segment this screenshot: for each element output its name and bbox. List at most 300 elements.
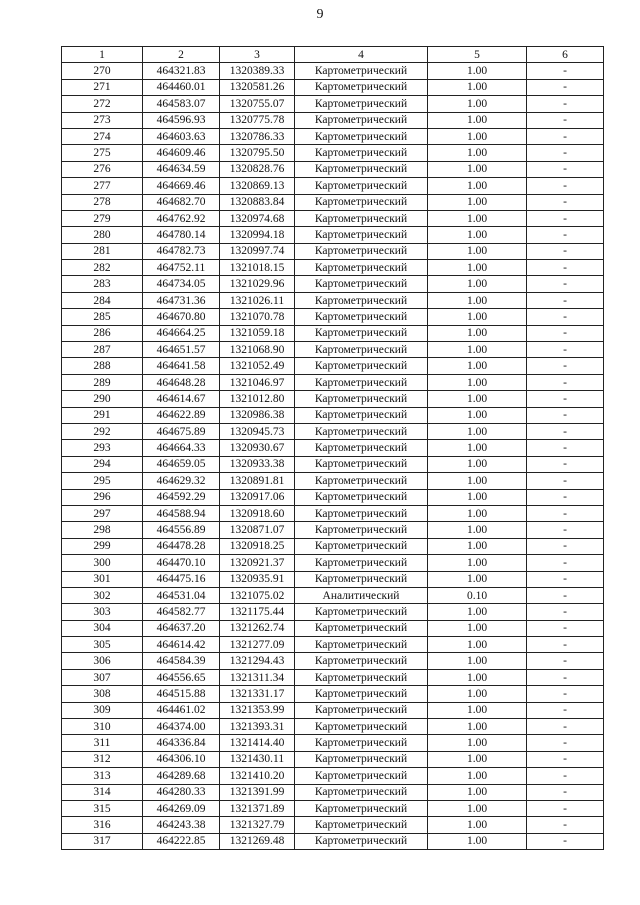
- note-cell: -: [527, 440, 604, 456]
- point-number-cell: 312: [62, 751, 143, 767]
- column-header: 4: [295, 47, 428, 63]
- x-coordinate-cell: 464629.32: [143, 473, 220, 489]
- method-cell: Картометрический: [295, 555, 428, 571]
- x-coordinate-cell: 464470.10: [143, 555, 220, 571]
- x-coordinate-cell: 464478.28: [143, 538, 220, 554]
- note-cell: -: [527, 456, 604, 472]
- x-coordinate-cell: 464634.59: [143, 161, 220, 177]
- point-number-cell: 304: [62, 620, 143, 636]
- point-number-cell: 305: [62, 637, 143, 653]
- table-row: [62, 178, 604, 194]
- method-cell: Картометрический: [295, 243, 428, 259]
- method-cell: Картометрический: [295, 768, 428, 784]
- note-cell: -: [527, 735, 604, 751]
- note-cell: -: [527, 276, 604, 292]
- note-cell: -: [527, 473, 604, 489]
- table-row: [62, 325, 604, 341]
- point-number-cell: 290: [62, 391, 143, 407]
- accuracy-cell: 1.00: [428, 178, 527, 194]
- x-coordinate-cell: 464461.02: [143, 702, 220, 718]
- method-cell: Картометрический: [295, 423, 428, 439]
- note-cell: -: [527, 194, 604, 210]
- accuracy-cell: 1.00: [428, 817, 527, 833]
- y-coordinate-cell: 1321391.99: [220, 784, 295, 800]
- table-row: [62, 161, 604, 177]
- note-cell: -: [527, 342, 604, 358]
- table-row: [62, 505, 604, 521]
- note-cell: -: [527, 309, 604, 325]
- x-coordinate-cell: 464556.89: [143, 522, 220, 538]
- table-row: [62, 210, 604, 226]
- table-row: [62, 358, 604, 374]
- point-number-cell: 297: [62, 505, 143, 521]
- x-coordinate-cell: 464641.58: [143, 358, 220, 374]
- point-number-cell: 316: [62, 817, 143, 833]
- note-cell: -: [527, 505, 604, 521]
- x-coordinate-cell: 464762.92: [143, 210, 220, 226]
- note-cell: -: [527, 325, 604, 341]
- point-number-cell: 273: [62, 112, 143, 128]
- y-coordinate-cell: 1320945.73: [220, 423, 295, 439]
- x-coordinate-cell: 464336.84: [143, 735, 220, 751]
- accuracy-cell: 1.00: [428, 342, 527, 358]
- point-number-cell: 306: [62, 653, 143, 669]
- note-cell: -: [527, 833, 604, 849]
- note-cell: -: [527, 374, 604, 390]
- method-cell: Картометрический: [295, 505, 428, 521]
- method-cell: Картометрический: [295, 227, 428, 243]
- method-cell: Картометрический: [295, 374, 428, 390]
- note-cell: -: [527, 227, 604, 243]
- table-header: [62, 47, 604, 63]
- method-cell: Картометрический: [295, 669, 428, 685]
- method-cell: Картометрический: [295, 358, 428, 374]
- method-cell: Картометрический: [295, 538, 428, 554]
- accuracy-cell: 1.00: [428, 374, 527, 390]
- y-coordinate-cell: 1321262.74: [220, 620, 295, 636]
- y-coordinate-cell: 1320921.37: [220, 555, 295, 571]
- accuracy-cell: 1.00: [428, 768, 527, 784]
- method-cell: Картометрический: [295, 800, 428, 816]
- accuracy-cell: 1.00: [428, 194, 527, 210]
- method-cell: Картометрический: [295, 325, 428, 341]
- note-cell: -: [527, 719, 604, 735]
- accuracy-cell: 1.00: [428, 604, 527, 620]
- y-coordinate-cell: 1320871.07: [220, 522, 295, 538]
- note-cell: -: [527, 210, 604, 226]
- x-coordinate-cell: 464289.68: [143, 768, 220, 784]
- point-number-cell: 293: [62, 440, 143, 456]
- table-row: [62, 79, 604, 95]
- y-coordinate-cell: 1320997.74: [220, 243, 295, 259]
- y-coordinate-cell: 1321353.99: [220, 702, 295, 718]
- x-coordinate-cell: 464664.25: [143, 325, 220, 341]
- method-cell: Картометрический: [295, 342, 428, 358]
- point-number-cell: 282: [62, 260, 143, 276]
- point-number-cell: 315: [62, 800, 143, 816]
- accuracy-cell: 1.00: [428, 833, 527, 849]
- note-cell: -: [527, 702, 604, 718]
- x-coordinate-cell: 464614.67: [143, 391, 220, 407]
- y-coordinate-cell: 1320917.06: [220, 489, 295, 505]
- x-coordinate-cell: 464222.85: [143, 833, 220, 849]
- table-row: [62, 292, 604, 308]
- point-number-cell: 286: [62, 325, 143, 341]
- accuracy-cell: 1.00: [428, 210, 527, 226]
- method-cell: Картометрический: [295, 620, 428, 636]
- x-coordinate-cell: 464670.80: [143, 309, 220, 325]
- y-coordinate-cell: 1320930.67: [220, 440, 295, 456]
- x-coordinate-cell: 464588.94: [143, 505, 220, 521]
- x-coordinate-cell: 464306.10: [143, 751, 220, 767]
- table-row: [62, 145, 604, 161]
- table-row: [62, 653, 604, 669]
- table-row: [62, 571, 604, 587]
- table-row: [62, 276, 604, 292]
- method-cell: Картометрический: [295, 407, 428, 423]
- accuracy-cell: 1.00: [428, 620, 527, 636]
- y-coordinate-cell: 1320918.60: [220, 505, 295, 521]
- method-cell: Картометрический: [295, 489, 428, 505]
- note-cell: -: [527, 63, 604, 79]
- accuracy-cell: 1.00: [428, 669, 527, 685]
- y-coordinate-cell: 1320986.38: [220, 407, 295, 423]
- x-coordinate-cell: 464531.04: [143, 587, 220, 603]
- method-cell: Картометрический: [295, 210, 428, 226]
- page-number: 9: [316, 7, 324, 22]
- y-coordinate-cell: 1321059.18: [220, 325, 295, 341]
- method-cell: Картометрический: [295, 702, 428, 718]
- table-row: [62, 800, 604, 816]
- note-cell: -: [527, 96, 604, 112]
- point-number-cell: 278: [62, 194, 143, 210]
- accuracy-cell: 1.00: [428, 571, 527, 587]
- x-coordinate-cell: 464475.16: [143, 571, 220, 587]
- y-coordinate-cell: 1320795.50: [220, 145, 295, 161]
- y-coordinate-cell: 1321393.31: [220, 719, 295, 735]
- point-number-cell: 295: [62, 473, 143, 489]
- coordinates-table: [61, 46, 604, 850]
- accuracy-cell: 1.00: [428, 128, 527, 144]
- note-cell: -: [527, 522, 604, 538]
- point-number-cell: 285: [62, 309, 143, 325]
- note-cell: -: [527, 555, 604, 571]
- accuracy-cell: 1.00: [428, 473, 527, 489]
- table-row: [62, 669, 604, 685]
- method-cell: Картометрический: [295, 145, 428, 161]
- x-coordinate-cell: 464582.77: [143, 604, 220, 620]
- accuracy-cell: 1.00: [428, 719, 527, 735]
- x-coordinate-cell: 464614.42: [143, 637, 220, 653]
- accuracy-cell: 1.00: [428, 145, 527, 161]
- table-row: [62, 440, 604, 456]
- point-number-cell: 291: [62, 407, 143, 423]
- note-cell: -: [527, 571, 604, 587]
- point-number-cell: 298: [62, 522, 143, 538]
- method-cell: Картометрический: [295, 63, 428, 79]
- method-cell: Картометрический: [295, 833, 428, 849]
- table-row: [62, 604, 604, 620]
- note-cell: -: [527, 751, 604, 767]
- point-number-cell: 292: [62, 423, 143, 439]
- x-coordinate-cell: 464583.07: [143, 96, 220, 112]
- point-number-cell: 271: [62, 79, 143, 95]
- point-number-cell: 308: [62, 686, 143, 702]
- method-cell: Картометрический: [295, 653, 428, 669]
- column-header: 1: [62, 47, 143, 63]
- accuracy-cell: 1.00: [428, 784, 527, 800]
- point-number-cell: 307: [62, 669, 143, 685]
- y-coordinate-cell: 1321294.43: [220, 653, 295, 669]
- accuracy-cell: 1.00: [428, 161, 527, 177]
- x-coordinate-cell: 464782.73: [143, 243, 220, 259]
- y-coordinate-cell: 1321371.89: [220, 800, 295, 816]
- table-row: [62, 407, 604, 423]
- point-number-cell: 310: [62, 719, 143, 735]
- x-coordinate-cell: 464637.20: [143, 620, 220, 636]
- method-cell: Картометрический: [295, 686, 428, 702]
- method-cell: Картометрический: [295, 604, 428, 620]
- y-coordinate-cell: 1320935.91: [220, 571, 295, 587]
- method-cell: Картометрический: [295, 178, 428, 194]
- point-number-cell: 311: [62, 735, 143, 751]
- table-row: [62, 423, 604, 439]
- note-cell: -: [527, 161, 604, 177]
- note-cell: -: [527, 292, 604, 308]
- accuracy-cell: 1.00: [428, 686, 527, 702]
- x-coordinate-cell: 464584.39: [143, 653, 220, 669]
- note-cell: -: [527, 587, 604, 603]
- table-row: [62, 243, 604, 259]
- accuracy-cell: 1.00: [428, 751, 527, 767]
- method-cell: Картометрический: [295, 309, 428, 325]
- note-cell: -: [527, 79, 604, 95]
- x-coordinate-cell: 464780.14: [143, 227, 220, 243]
- table-row: [62, 112, 604, 128]
- x-coordinate-cell: 464515.88: [143, 686, 220, 702]
- x-coordinate-cell: 464374.00: [143, 719, 220, 735]
- table-row: [62, 555, 604, 571]
- y-coordinate-cell: 1320974.68: [220, 210, 295, 226]
- column-header: 6: [527, 47, 604, 63]
- y-coordinate-cell: 1321269.48: [220, 833, 295, 849]
- method-cell: Картометрический: [295, 571, 428, 587]
- accuracy-cell: 1.00: [428, 407, 527, 423]
- method-cell: Картометрический: [295, 719, 428, 735]
- y-coordinate-cell: 1320755.07: [220, 96, 295, 112]
- point-number-cell: 287: [62, 342, 143, 358]
- note-cell: -: [527, 391, 604, 407]
- table-row: [62, 489, 604, 505]
- accuracy-cell: 1.00: [428, 522, 527, 538]
- accuracy-cell: 1.00: [428, 292, 527, 308]
- note-cell: -: [527, 604, 604, 620]
- note-cell: -: [527, 784, 604, 800]
- accuracy-cell: 1.00: [428, 227, 527, 243]
- y-coordinate-cell: 1320775.78: [220, 112, 295, 128]
- point-number-cell: 283: [62, 276, 143, 292]
- accuracy-cell: 1.00: [428, 637, 527, 653]
- method-cell: Картометрический: [295, 456, 428, 472]
- point-number-cell: 301: [62, 571, 143, 587]
- note-cell: -: [527, 423, 604, 439]
- x-coordinate-cell: 464622.89: [143, 407, 220, 423]
- method-cell: Картометрический: [295, 637, 428, 653]
- point-number-cell: 289: [62, 374, 143, 390]
- y-coordinate-cell: 1320891.81: [220, 473, 295, 489]
- method-cell: Картометрический: [295, 522, 428, 538]
- accuracy-cell: 1.00: [428, 391, 527, 407]
- x-coordinate-cell: 464734.05: [143, 276, 220, 292]
- point-number-cell: 303: [62, 604, 143, 620]
- table-row: [62, 260, 604, 276]
- y-coordinate-cell: 1321052.49: [220, 358, 295, 374]
- point-number-cell: 294: [62, 456, 143, 472]
- table-row: [62, 833, 604, 849]
- table-row: [62, 391, 604, 407]
- note-cell: -: [527, 686, 604, 702]
- method-cell: Картометрический: [295, 96, 428, 112]
- y-coordinate-cell: 1320918.25: [220, 538, 295, 554]
- header-row: [62, 47, 604, 63]
- point-number-cell: 275: [62, 145, 143, 161]
- y-coordinate-cell: 1321070.78: [220, 309, 295, 325]
- point-number-cell: 279: [62, 210, 143, 226]
- note-cell: -: [527, 817, 604, 833]
- table-row: [62, 751, 604, 767]
- note-cell: -: [527, 538, 604, 554]
- table-row: [62, 620, 604, 636]
- table-row: [62, 96, 604, 112]
- x-coordinate-cell: 464280.33: [143, 784, 220, 800]
- y-coordinate-cell: 1321029.96: [220, 276, 295, 292]
- note-cell: -: [527, 112, 604, 128]
- y-coordinate-cell: 1320786.33: [220, 128, 295, 144]
- method-cell: Картометрический: [295, 784, 428, 800]
- y-coordinate-cell: 1321012.80: [220, 391, 295, 407]
- accuracy-cell: 1.00: [428, 505, 527, 521]
- point-number-cell: 313: [62, 768, 143, 784]
- y-coordinate-cell: 1320581.26: [220, 79, 295, 95]
- method-cell: Картометрический: [295, 735, 428, 751]
- x-coordinate-cell: 464556.65: [143, 669, 220, 685]
- x-coordinate-cell: 464669.46: [143, 178, 220, 194]
- y-coordinate-cell: 1321327.79: [220, 817, 295, 833]
- method-cell: Картометрический: [295, 112, 428, 128]
- x-coordinate-cell: 464675.89: [143, 423, 220, 439]
- accuracy-cell: 1.00: [428, 456, 527, 472]
- note-cell: -: [527, 260, 604, 276]
- column-header: 2: [143, 47, 220, 63]
- accuracy-cell: 1.00: [428, 653, 527, 669]
- x-coordinate-cell: 464682.70: [143, 194, 220, 210]
- method-cell: Аналитический: [295, 587, 428, 603]
- accuracy-cell: 1.00: [428, 489, 527, 505]
- table-row: [62, 128, 604, 144]
- note-cell: -: [527, 358, 604, 374]
- method-cell: Картометрический: [295, 391, 428, 407]
- x-coordinate-cell: 464603.63: [143, 128, 220, 144]
- y-coordinate-cell: 1321068.90: [220, 342, 295, 358]
- table-row: [62, 735, 604, 751]
- y-coordinate-cell: 1320994.18: [220, 227, 295, 243]
- point-number-cell: 296: [62, 489, 143, 505]
- point-number-cell: 309: [62, 702, 143, 718]
- note-cell: -: [527, 243, 604, 259]
- y-coordinate-cell: 1321414.40: [220, 735, 295, 751]
- table-row: [62, 538, 604, 554]
- point-number-cell: 302: [62, 587, 143, 603]
- accuracy-cell: 1.00: [428, 440, 527, 456]
- point-number-cell: 276: [62, 161, 143, 177]
- method-cell: Картометрический: [295, 276, 428, 292]
- x-coordinate-cell: 464731.36: [143, 292, 220, 308]
- accuracy-cell: 1.00: [428, 358, 527, 374]
- note-cell: -: [527, 128, 604, 144]
- method-cell: Картометрический: [295, 473, 428, 489]
- method-cell: Картометрический: [295, 260, 428, 276]
- accuracy-cell: 1.00: [428, 309, 527, 325]
- y-coordinate-cell: 1321018.15: [220, 260, 295, 276]
- x-coordinate-cell: 464752.11: [143, 260, 220, 276]
- accuracy-cell: 1.00: [428, 63, 527, 79]
- column-header: 5: [428, 47, 527, 63]
- accuracy-cell: 1.00: [428, 260, 527, 276]
- y-coordinate-cell: 1321311.34: [220, 669, 295, 685]
- y-coordinate-cell: 1321277.09: [220, 637, 295, 653]
- note-cell: -: [527, 669, 604, 685]
- table-row: [62, 374, 604, 390]
- note-cell: -: [527, 489, 604, 505]
- x-coordinate-cell: 464243.38: [143, 817, 220, 833]
- table-row: [62, 686, 604, 702]
- x-coordinate-cell: 464664.33: [143, 440, 220, 456]
- table-row: [62, 342, 604, 358]
- accuracy-cell: 1.00: [428, 325, 527, 341]
- accuracy-cell: 1.00: [428, 276, 527, 292]
- accuracy-cell: 1.00: [428, 96, 527, 112]
- x-coordinate-cell: 464321.83: [143, 63, 220, 79]
- accuracy-cell: 1.00: [428, 800, 527, 816]
- x-coordinate-cell: 464648.28: [143, 374, 220, 390]
- y-coordinate-cell: 1320828.76: [220, 161, 295, 177]
- accuracy-cell: 1.00: [428, 735, 527, 751]
- y-coordinate-cell: 1320869.13: [220, 178, 295, 194]
- x-coordinate-cell: 464592.29: [143, 489, 220, 505]
- note-cell: -: [527, 768, 604, 784]
- table-row: [62, 702, 604, 718]
- x-coordinate-cell: 464659.05: [143, 456, 220, 472]
- x-coordinate-cell: 464269.09: [143, 800, 220, 816]
- accuracy-cell: 1.00: [428, 702, 527, 718]
- point-number-cell: 270: [62, 63, 143, 79]
- point-number-cell: 274: [62, 128, 143, 144]
- method-cell: Картометрический: [295, 194, 428, 210]
- table-row: [62, 784, 604, 800]
- y-coordinate-cell: 1321026.11: [220, 292, 295, 308]
- column-header: 3: [220, 47, 295, 63]
- point-number-cell: 272: [62, 96, 143, 112]
- table-row: [62, 456, 604, 472]
- y-coordinate-cell: 1321046.97: [220, 374, 295, 390]
- note-cell: -: [527, 178, 604, 194]
- accuracy-cell: 1.00: [428, 538, 527, 554]
- note-cell: -: [527, 637, 604, 653]
- table-row: [62, 587, 604, 603]
- note-cell: -: [527, 800, 604, 816]
- method-cell: Картометрический: [295, 751, 428, 767]
- point-number-cell: 280: [62, 227, 143, 243]
